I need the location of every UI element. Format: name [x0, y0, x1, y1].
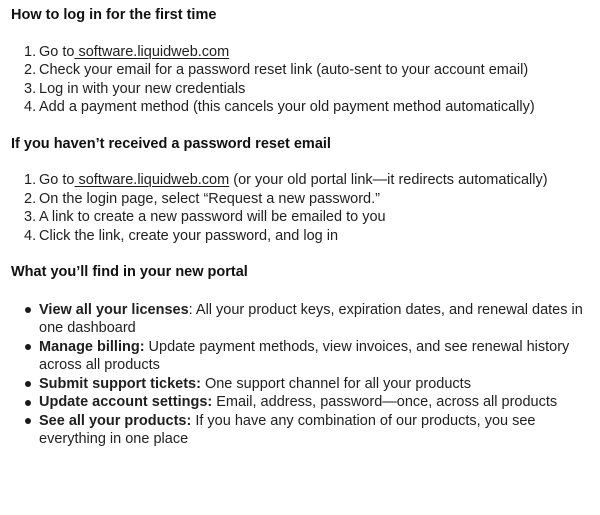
feature-text	[39, 375, 600, 394]
feature-description: : All your product keys, expiration dates, and renewal dates in one dashboard	[39, 301, 583, 336]
list-item	[24, 171, 600, 190]
step-text-prefix: Go to	[39, 172, 75, 188]
reset-email-steps	[11, 171, 600, 245]
step-number: 2.	[24, 190, 37, 207]
step-text: Add a payment method (this cancels your old payment method automatically)	[39, 99, 535, 115]
list-item	[22, 338, 600, 375]
feature-description: If you have any combination of our products, you see everything in one place	[39, 412, 536, 447]
list-item	[24, 190, 600, 209]
step-number: 1.	[24, 172, 37, 188]
feature-text	[39, 301, 600, 338]
reset-email-section	[11, 135, 600, 246]
list-item	[22, 412, 600, 449]
feature-description: Update payment methods, view invoices, and see renewal history across all products	[39, 338, 570, 373]
list-item	[24, 80, 600, 99]
list-item	[22, 301, 600, 338]
list-item	[24, 227, 600, 246]
feature-title: Manage billing:	[39, 338, 145, 355]
step-text	[39, 171, 600, 190]
feature-text	[39, 412, 600, 449]
portal-link[interactable]: software.liquidweb.com	[74, 172, 230, 188]
portal-features-list	[11, 301, 600, 449]
first-login-steps	[11, 43, 600, 117]
feature-title: See all your products:	[39, 412, 192, 429]
reset-email-heading: If you haven’t received a password reset email	[11, 135, 331, 152]
step-number: 3.	[24, 80, 37, 97]
feature-description: One support channel for all your products	[200, 375, 471, 392]
feature-title: Update account settings:	[39, 394, 213, 410]
step-number: 4.	[24, 99, 37, 115]
feature-title: View all your licenses	[39, 301, 189, 318]
feature-text	[39, 393, 600, 412]
list-item	[24, 208, 600, 227]
step-text: A link to create a new password will be emailed to you	[39, 209, 386, 225]
first-login-heading: How to log in for the first time	[11, 7, 217, 23]
portal-features-heading: What you’ll find in your new portal	[11, 264, 248, 280]
list-item	[24, 43, 600, 62]
list-item	[22, 375, 600, 394]
portal-link[interactable]: software.liquidweb.com	[74, 43, 230, 60]
portal-features-section	[11, 263, 600, 449]
step-text: On the login page, select “Request a new password.”	[39, 190, 380, 207]
first-login-section	[11, 6, 600, 117]
step-text: Log in with your new credentials	[39, 80, 246, 97]
step-number: 1.	[24, 43, 37, 60]
step-number: 2.	[24, 62, 37, 78]
list-item	[24, 98, 600, 117]
list-item	[24, 61, 600, 80]
list-item	[22, 393, 600, 412]
step-text-suffix: (or your old portal link—it redirects automatically)	[229, 172, 548, 188]
step-number: 4.	[24, 227, 37, 244]
step-text-prefix: Go to	[39, 43, 75, 60]
step-text: Check your email for a password reset link (auto-sent to your account email)	[39, 62, 529, 78]
step-text	[39, 43, 600, 62]
feature-title: Submit support tickets:	[39, 375, 201, 392]
step-text: Click the link, create your password, and log in	[39, 227, 339, 244]
feature-text	[39, 338, 600, 375]
step-number: 3.	[24, 209, 37, 225]
feature-description: Email, address, password—once, across all products	[212, 394, 558, 410]
